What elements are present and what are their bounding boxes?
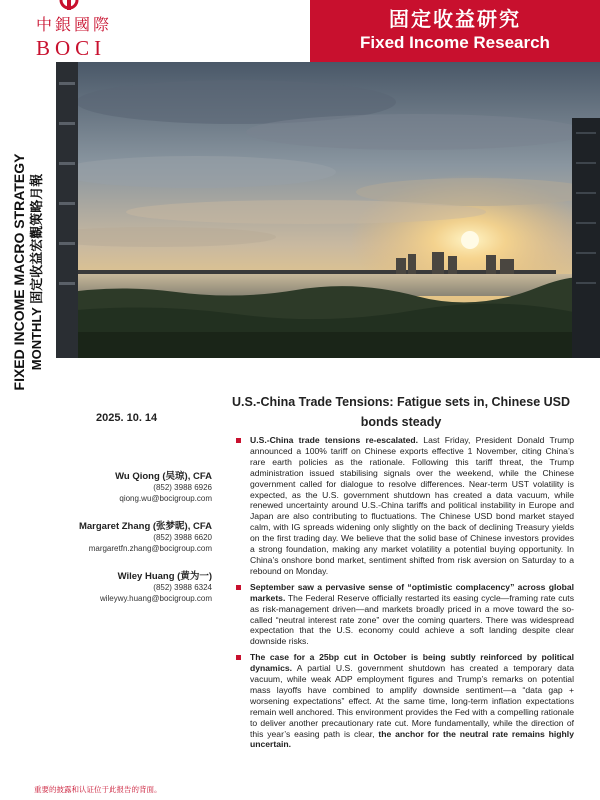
strategy-vertical-label (0, 62, 56, 391)
bullet-square-icon (236, 585, 241, 590)
author-email[interactable]: margaretfn.zhang@bocigroup.com (88, 544, 212, 553)
logo-chinese-text: 中銀國際 (36, 15, 113, 34)
vertical-label-line1: FIXED INCOME MACRO STRATEGY (11, 153, 27, 391)
bullet-item (234, 652, 574, 750)
report-header (0, 0, 600, 62)
bullet-lead: The case for a 25bp cut in October is being subtly reinforced by political dynamics. (250, 652, 574, 674)
report-title: U.S.-China Trade Tensions: Fatigue sets in, Chinese USD bonds steady (231, 395, 571, 429)
cover-photo (56, 62, 600, 358)
bullet-tail: the anchor for the neutral rate remains highly uncertain. (250, 728, 574, 750)
header-english-title: Fixed Income Research (360, 33, 550, 52)
author-name: Wiley Huang (黄为一) (117, 571, 212, 582)
logo-english-text: BOCI (36, 36, 107, 60)
author-phone: (852) 3988 6620 (153, 533, 212, 542)
bullet-text: A partial U.S. government shutdown has created a temporary data vacuum, while weak ADP employment figures and Trump’s remarks on potential mass layoffs have combined to amplify downside sentiment—a “data gap + worsening expectations” effect. At the same time, long-term inflation expectations remain well anchored. This environment provides the Fed with a compelling rationale to deliver another precautionary rate cut. More fundamentally, while the direction of this year’s easing path is clear, (250, 663, 574, 739)
bullet-item (234, 435, 574, 577)
bullet-lead: U.S.-China trade tensions re-escalated. (250, 435, 419, 445)
bullet-square-icon (236, 438, 241, 443)
disclosure-footer: 重要的披露和认证位于此报告的背面。 (34, 785, 162, 794)
bullet-text: Last Friday, President Donald Trump announced a 100% tariff on Chinese exports effective 1 November, citing China’s rare earth policies as the rationale. Following this tariff threat, the Trump administration issued stabilising signals over the weekend, while the Chinese government called for dialogue to resolve differences. Near-term UST volatility is expected, as the U.S. government shutdown has created a data vacuum, while renewed uncertainty around U.S.-China tariffs and political instability in Europe and Japan are also contributing to fluctuations. The Chinese USD bond market stayed calm, with IG spreads widening only slightly on the back of declining Treasury yields on the first trading day. We believe that the solid base of Chinese investors provides a strong foundation, making any market volatility a potential buying opportunity. In China’s onshore bond market, sentiment shifted from risk aversion on Saturday to a rebound on Monday. (250, 435, 575, 576)
author-name: Wu Qiong (吴琼), CFA (115, 471, 212, 482)
report-date: 2025. 10. 14 (96, 412, 158, 424)
author-block (40, 518, 212, 554)
vertical-label-line2: MONTHLY 固定收益宏觀策略月報 (29, 173, 44, 371)
author-block (40, 468, 212, 504)
summary-bullets (234, 435, 574, 755)
author-phone: (852) 3988 6926 (153, 483, 212, 492)
author-email[interactable]: qiong.wu@bocigroup.com (119, 494, 212, 503)
author-email[interactable]: wileywy.huang@bocigroup.com (99, 594, 212, 603)
header-chinese-title: 固定收益研究 (389, 7, 521, 31)
author-block (40, 568, 212, 604)
author-phone: (852) 3988 6324 (153, 583, 212, 592)
author-name: Margaret Zhang (张梦昵), CFA (78, 521, 212, 532)
bullet-text: The Federal Reserve officially restarted its easing cycle—framing rate cuts as risk-management driven—and markets broadly priced in a move toward the so-called “neutral interest rate zone” over the coming quarters. There was widespread expectation that the U.S. economy could achieve a soft landing despite clear downside risks. (250, 592, 574, 647)
bullet-lead: September saw a pervasive sense of “optimistic complacency” across global markets. (250, 581, 574, 603)
boc-logo-icon (58, 0, 80, 12)
bullet-square-icon (236, 655, 241, 660)
bullet-item (234, 582, 574, 647)
